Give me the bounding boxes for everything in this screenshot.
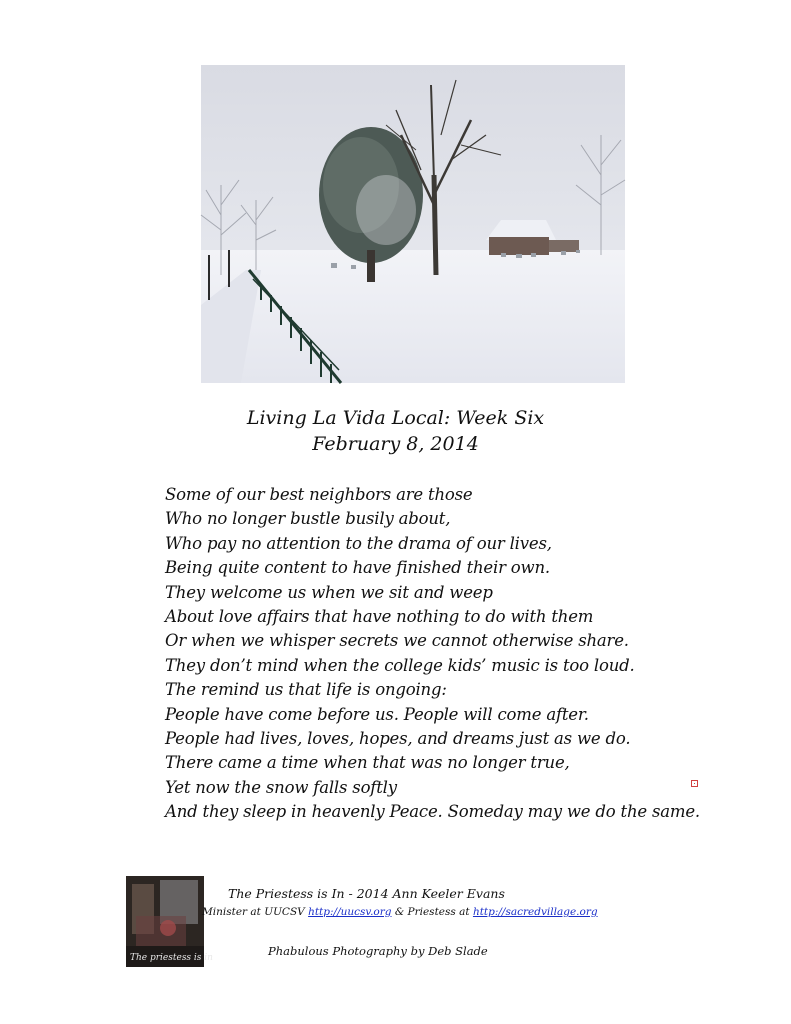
priestess-prefix: & Priestess at <box>391 906 473 918</box>
minister-prefix: Minister at UUCSV <box>202 906 309 918</box>
sacredvillage-link[interactable]: http://sacredvillage.org <box>472 906 598 918</box>
poem-line: And they sleep in heavenly Peace. Someday may we do the same. <box>165 802 700 822</box>
expand-marker-icon[interactable] <box>691 780 698 787</box>
poem-line: The remind us that life is ongoing: <box>165 680 447 700</box>
page-date: February 8, 2014 <box>312 433 479 455</box>
priestess-thumbnail <box>126 876 213 967</box>
uucsv-link[interactable]: http://uucsv.org <box>308 906 392 918</box>
poem-line: Yet now the snow falls softly <box>165 777 397 797</box>
snowy-cemetery-photo <box>201 65 625 383</box>
photo-credit: Phabulous Photography by Deb Slade <box>268 944 488 958</box>
poem-line: Who no longer bustle busily about, <box>165 509 451 529</box>
poem-line: People had lives, loves, hopes, and dreams just as we do. <box>165 729 631 749</box>
poem-line: They welcome us when we sit and weep <box>165 582 493 602</box>
poem-line: People have come before us. People will come after. <box>165 704 589 724</box>
poem-line: Or when we whisper secrets we cannot otherwise share. <box>165 631 629 651</box>
page-title: Living La Vida Local: Week Six <box>246 407 545 429</box>
thumbnail-caption: The priestess is in <box>130 953 213 963</box>
poem-line: About love affairs that have nothing to do with them <box>165 607 594 627</box>
poem-line: Some of our best neighbors are those <box>165 485 473 504</box>
footer-credit: The Priestess is In - 2014 Ann Keeler Evans <box>228 886 505 901</box>
footer-links <box>202 906 598 918</box>
poem-line: There came a time when that was no longer true, <box>165 753 570 773</box>
poem-line: They don’t mind when the college kids’ music is too loud. <box>165 655 635 675</box>
poem-line: Being quite content to have finished their own. <box>165 558 550 578</box>
poem <box>165 483 765 825</box>
poem-line: Who pay no attention to the drama of our lives, <box>165 533 552 553</box>
title-block <box>0 405 791 457</box>
